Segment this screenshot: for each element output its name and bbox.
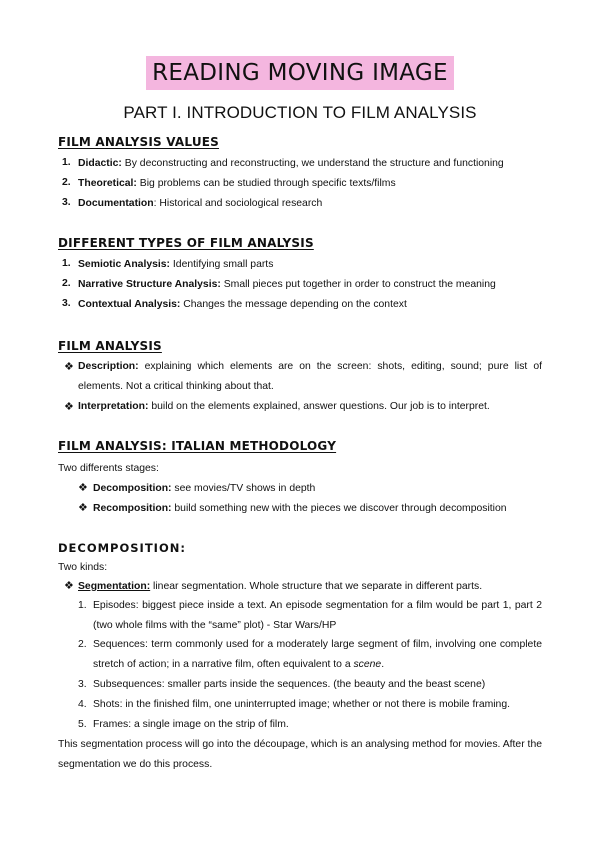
list-item: Decomposition: see movies/TV shows in depth: [93, 483, 316, 494]
list-number: 1.: [62, 258, 71, 269]
list-number: 3.: [78, 679, 87, 690]
closing-paragraph: This segmentation process will go into the découpage, which is an analysing method for movies. After the segmentation we do this process.: [58, 739, 543, 770]
section-heading-decomposition: DECOMPOSITION:: [58, 541, 186, 555]
list-number: 4.: [78, 699, 87, 710]
list-item: Segmentation: linear segmentation. Whole structure that we separate in different parts.: [78, 581, 483, 592]
document-title: READING MOVING IMAGE: [146, 56, 454, 90]
list-item: Frames: a single image on the strip of film.: [93, 719, 289, 730]
list-number: 1.: [62, 157, 71, 168]
list-item: Description: explaining which elements are on the screen: shots, editing, sound; pure list of elements. Not a critical thinking about that.: [78, 361, 542, 392]
list-item: Semiotic Analysis: Identifying small parts: [78, 259, 274, 270]
diamond-bullet-icon: ❖: [78, 482, 88, 494]
list-item: Sequences: term commonly used for a moderately large segment of film, involving one complete stretch of action; in a narrative film, often equivalent to a scene.: [93, 639, 542, 670]
list-number: 2.: [62, 177, 71, 188]
diamond-bullet-icon: ❖: [64, 401, 74, 413]
section-heading-analysis: FILM ANALYSIS: [58, 339, 162, 353]
list-item: Theoretical: Big problems can be studied through specific texts/films: [78, 178, 396, 189]
list-number: 2.: [62, 278, 71, 289]
list-item: Recomposition: build something new with the pieces we discover through decomposition: [93, 503, 507, 514]
list-number: 5.: [78, 719, 87, 730]
list-item: Subsequences: smaller parts inside the sequences. (the beauty and the beast scene): [93, 679, 486, 690]
list-item: Didactic: By deconstructing and reconstructing, we understand the structure and functioning: [78, 158, 504, 169]
list-item: Contextual Analysis: Changes the message depending on the context: [78, 299, 407, 310]
list-item: Episodes: biggest piece inside a text. An episode segmentation for a film would be part 1, part 2 (two whole films with the “same” plot) - Star Wars/HP: [93, 600, 542, 631]
list-item: Documentation: Historical and sociological research: [78, 198, 323, 209]
list-number: 3.: [62, 197, 71, 208]
paragraph: Two differents stages:: [58, 463, 159, 474]
list-number: 1.: [78, 600, 87, 611]
diamond-bullet-icon: ❖: [64, 361, 74, 373]
section-heading-values: FILM ANALYSIS VALUES: [58, 135, 220, 149]
paragraph: Two kinds:: [58, 562, 108, 573]
list-number: 2.: [78, 639, 87, 650]
diamond-bullet-icon: ❖: [64, 580, 74, 592]
section-heading-italian: FILM ANALYSIS: ITALIAN METHODOLOGY: [58, 439, 337, 453]
list-item: Interpretation: build on the elements explained, answer questions. Our job is to interpret.: [78, 401, 490, 412]
diamond-bullet-icon: ❖: [78, 502, 88, 514]
list-number: 3.: [62, 298, 71, 309]
list-item: Shots: in the finished film, one uninterrupted image; whether or not there is mobile framing.: [93, 699, 511, 710]
list-item: Narrative Structure Analysis: Small pieces put together in order to construct the meaning: [78, 279, 496, 290]
part-heading: PART I. INTRODUCTION TO FILM ANALYSIS: [123, 103, 477, 122]
section-heading-types: DIFFERENT TYPES OF FILM ANALYSIS: [58, 236, 314, 250]
